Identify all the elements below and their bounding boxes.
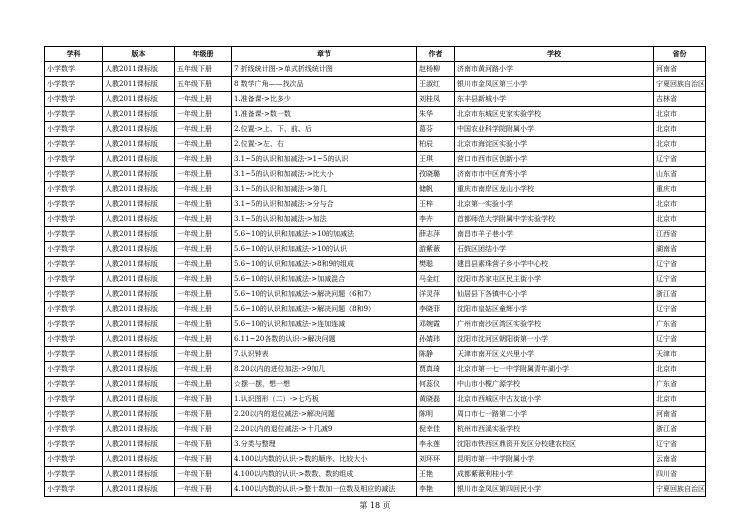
cell-school: 沈阳市皇姑区童辉小学 — [455, 302, 654, 317]
cell-school: 北京市海淀区实验小学 — [455, 137, 654, 152]
cell-edition: 人教2011课标版 — [103, 92, 175, 107]
cell-edition: 人教2011课标版 — [103, 182, 175, 197]
cell-province: 湖南省 — [654, 242, 706, 257]
table-row — [45, 182, 706, 197]
cell-edition: 人教2011课标版 — [103, 302, 175, 317]
table-row — [45, 107, 706, 122]
cell-edition: 人教2011课标版 — [103, 197, 175, 212]
cell-edition: 人教2011课标版 — [103, 212, 175, 227]
table-row — [45, 332, 706, 347]
cell-province: 宁夏回族自治区 — [654, 482, 706, 497]
cell-chapter: 2.20以内的退位减法->十几减9 — [232, 422, 417, 437]
cell-chapter: 3.1~5的认识和加减法->分与合 — [232, 197, 417, 212]
cell-subject: 小学数学 — [45, 212, 103, 227]
cell-chapter: 2.位置->上、下、前、后 — [232, 122, 417, 137]
cell-author: 储帆 — [417, 182, 455, 197]
cell-subject: 小学数学 — [45, 452, 103, 467]
header-chapter: 章节 — [232, 47, 417, 62]
table-row — [45, 482, 706, 497]
cell-school: 成都紫薇利桂小学 — [455, 467, 654, 482]
cell-author: 薛志萍 — [417, 227, 455, 242]
cell-school: 建昌县素珠营子乡小学中心校 — [455, 257, 654, 272]
cell-subject: 小学数学 — [45, 422, 103, 437]
cell-province: 辽宁省 — [654, 272, 706, 287]
cell-author: 倪幸佳 — [417, 422, 455, 437]
cell-author: 葛芬 — [417, 122, 455, 137]
cell-grade: 一年级上册 — [175, 122, 232, 137]
header-school: 学校 — [455, 47, 654, 62]
header-grade: 年级册 — [175, 47, 232, 62]
cell-chapter: 2.位置->左、右 — [232, 137, 417, 152]
table-row — [45, 212, 706, 227]
cell-subject: 小学数学 — [45, 257, 103, 272]
header-author: 作者 — [417, 47, 455, 62]
cell-school: 南昌市羊子巷小学 — [455, 227, 654, 242]
table-row — [45, 167, 706, 182]
cell-province: 江西省 — [654, 227, 706, 242]
cell-grade: 五年级下册 — [175, 62, 232, 77]
table-row — [45, 302, 706, 317]
table-row — [45, 347, 706, 362]
cell-edition: 人教2011课标版 — [103, 377, 175, 392]
cell-school: 北京市西城区中古友谊小学 — [455, 392, 654, 407]
cell-province: 北京市 — [654, 137, 706, 152]
cell-school: 营口市西市区创新小学 — [455, 152, 654, 167]
course-table — [44, 46, 706, 497]
cell-chapter: 4.100以内数的认识->整十数加一位数及相应的减法 — [232, 482, 417, 497]
cell-author: 王淑红 — [417, 77, 455, 92]
cell-chapter: 8 数学广角——找次品 — [232, 77, 417, 92]
cell-school: 重庆市南岸区龙山小学校 — [455, 182, 654, 197]
cell-chapter: 1.认识图形（二）->七巧板 — [232, 392, 417, 407]
cell-chapter: 3.1~5的认识和加减法->加法 — [232, 212, 417, 227]
cell-subject: 小学数学 — [45, 182, 103, 197]
cell-author: 王琪 — [417, 152, 455, 167]
table-row — [45, 422, 706, 437]
cell-chapter: 5.6~10的认识和加减法->连加连减 — [232, 317, 417, 332]
cell-subject: 小学数学 — [45, 77, 103, 92]
cell-school: 沈阳市沈河区朝阳街第一小学 — [455, 332, 654, 347]
cell-school: 济南市黄河路小学 — [455, 62, 654, 77]
cell-province: 吉林省 — [654, 92, 706, 107]
cell-author: 柏辰 — [417, 137, 455, 152]
table-row — [45, 137, 706, 152]
cell-subject: 小学数学 — [45, 92, 103, 107]
cell-grade: 一年级下册 — [175, 467, 232, 482]
cell-province: 辽宁省 — [654, 257, 706, 272]
cell-chapter: 5.6~10的认识和加减法->10的认识 — [232, 242, 417, 257]
cell-author: 邓婉霞 — [417, 317, 455, 332]
cell-grade: 一年级上册 — [175, 167, 232, 182]
table-row — [45, 242, 706, 257]
cell-school: 沈阳市铁西区鼎资开发区分校建农校区 — [455, 437, 654, 452]
cell-chapter: ☆摆一摆，想一想 — [232, 377, 417, 392]
table-row — [45, 92, 706, 107]
cell-subject: 小学数学 — [45, 407, 103, 422]
table-row — [45, 77, 706, 92]
cell-subject: 小学数学 — [45, 272, 103, 287]
cell-grade: 一年级上册 — [175, 182, 232, 197]
cell-author: 黄晓磊 — [417, 392, 455, 407]
cell-edition: 人教2011课标版 — [103, 347, 175, 362]
cell-grade: 一年级上册 — [175, 197, 232, 212]
cell-school: 中国农业科学院附属小学 — [455, 122, 654, 137]
cell-school: 中山市小榄广源学校 — [455, 377, 654, 392]
cell-author: 孙婧玮 — [417, 332, 455, 347]
cell-grade: 一年级上册 — [175, 362, 232, 377]
cell-province: 辽宁省 — [654, 437, 706, 452]
header-subject: 学科 — [45, 47, 103, 62]
cell-author: 陈静 — [417, 347, 455, 362]
cell-school: 沈阳市苏家屯区民主街小学 — [455, 272, 654, 287]
table-row — [45, 197, 706, 212]
table-row — [45, 362, 706, 377]
cell-edition: 人教2011课标版 — [103, 422, 175, 437]
cell-edition: 人教2011课标版 — [103, 392, 175, 407]
cell-chapter: 7.认识钟表 — [232, 347, 417, 362]
cell-school: 济南市市中区育秀小学 — [455, 167, 654, 182]
cell-chapter: 7 折线统计图->单式折线统计图 — [232, 62, 417, 77]
cell-province: 北京市 — [654, 197, 706, 212]
cell-province: 天津市 — [654, 347, 706, 362]
cell-grade: 一年级下册 — [175, 392, 232, 407]
cell-school: 东丰县新城小学 — [455, 92, 654, 107]
cell-author: 李晓菲 — [417, 302, 455, 317]
cell-edition: 人教2011课标版 — [103, 287, 175, 302]
cell-grade: 一年级上册 — [175, 107, 232, 122]
cell-school: 仙居县下各镇中心小学 — [455, 287, 654, 302]
cell-edition: 人教2011课标版 — [103, 362, 175, 377]
cell-edition: 人教2011课标版 — [103, 317, 175, 332]
cell-author: 王艳 — [417, 467, 455, 482]
table-row — [45, 407, 706, 422]
page-number: 第 18 页 — [359, 501, 391, 510]
cell-chapter: 4.100以内数的认识->数的顺序、比较大小 — [232, 452, 417, 467]
cell-chapter: 5.6~10的认识和加减法->8和9的组成 — [232, 257, 417, 272]
cell-chapter: 8.20以内的进位加法->9加几 — [232, 362, 417, 377]
cell-edition: 人教2011课标版 — [103, 62, 175, 77]
cell-grade: 一年级上册 — [175, 272, 232, 287]
cell-subject: 小学数学 — [45, 437, 103, 452]
cell-author: 刘桂凤 — [417, 92, 455, 107]
cell-province: 辽宁省 — [654, 302, 706, 317]
cell-grade: 一年级上册 — [175, 257, 232, 272]
cell-province: 北京市 — [654, 122, 706, 137]
cell-edition: 人教2011课标版 — [103, 257, 175, 272]
cell-grade: 一年级上册 — [175, 317, 232, 332]
cell-province: 重庆市 — [654, 182, 706, 197]
table-row — [45, 377, 706, 392]
cell-province: 广东省 — [654, 377, 706, 392]
cell-subject: 小学数学 — [45, 302, 103, 317]
cell-chapter: 3.1~5的认识和加减法->第几 — [232, 182, 417, 197]
cell-school: 昆明市第一中学附属小学 — [455, 452, 654, 467]
cell-subject: 小学数学 — [45, 167, 103, 182]
table-row — [45, 122, 706, 137]
cell-school: 广州市南沙区湾区实验学校 — [455, 317, 654, 332]
cell-subject: 小学数学 — [45, 317, 103, 332]
cell-grade: 一年级上册 — [175, 212, 232, 227]
cell-subject: 小学数学 — [45, 287, 103, 302]
cell-edition: 人教2011课标版 — [103, 482, 175, 497]
cell-author: 李艳 — [417, 482, 455, 497]
cell-chapter: 3.1~5的认识和加减法->1~5的认识 — [232, 152, 417, 167]
cell-school: 周口市七一路第二小学 — [455, 407, 654, 422]
cell-subject: 小学数学 — [45, 62, 103, 77]
cell-author: 陈明 — [417, 407, 455, 422]
cell-chapter: 5.6~10的认识和加减法->10的加减法 — [232, 227, 417, 242]
cell-province: 宁夏回族自治区 — [654, 77, 706, 92]
cell-edition: 人教2011课标版 — [103, 242, 175, 257]
cell-chapter: 5.6~10的认识和加减法->解决问题（8和9） — [232, 302, 417, 317]
cell-province: 北京市 — [654, 107, 706, 122]
cell-grade: 一年级上册 — [175, 92, 232, 107]
cell-subject: 小学数学 — [45, 332, 103, 347]
cell-subject: 小学数学 — [45, 377, 103, 392]
cell-subject: 小学数学 — [45, 482, 103, 497]
cell-grade: 一年级下册 — [175, 407, 232, 422]
cell-school: 天津市南开区义兴里小学 — [455, 347, 654, 362]
cell-province: 四川省 — [654, 467, 706, 482]
cell-subject: 小学数学 — [45, 122, 103, 137]
table-row — [45, 467, 706, 482]
cell-grade: 一年级下册 — [175, 437, 232, 452]
cell-province: 北京市 — [654, 212, 706, 227]
cell-grade: 一年级上册 — [175, 332, 232, 347]
cell-chapter: 4.100以内数的认识->数数、数的组成 — [232, 467, 417, 482]
cell-grade: 一年级上册 — [175, 377, 232, 392]
cell-subject: 小学数学 — [45, 107, 103, 122]
cell-edition: 人教2011课标版 — [103, 437, 175, 452]
cell-province: 北京市 — [654, 392, 706, 407]
cell-subject: 小学数学 — [45, 347, 103, 362]
table-row — [45, 287, 706, 302]
cell-edition: 人教2011课标版 — [103, 77, 175, 92]
cell-school: 首都师范大学附属中学实验学校 — [455, 212, 654, 227]
cell-edition: 人教2011课标版 — [103, 467, 175, 482]
cell-chapter: 1.准备课->数一数 — [232, 107, 417, 122]
cell-edition: 人教2011课标版 — [103, 137, 175, 152]
cell-province: 辽宁省 — [654, 332, 706, 347]
table-header-row — [45, 47, 706, 62]
cell-school: 北京市东城区史家实验学校 — [455, 107, 654, 122]
cell-author: 刘环环 — [417, 452, 455, 467]
cell-chapter: 6.11~20各数的认识->解决问题 — [232, 332, 417, 347]
cell-edition: 人教2011课标版 — [103, 167, 175, 182]
cell-grade: 五年级下册 — [175, 77, 232, 92]
cell-grade: 一年级上册 — [175, 302, 232, 317]
cell-edition: 人教2011课标版 — [103, 122, 175, 137]
cell-province: 浙江省 — [654, 422, 706, 437]
table-row — [45, 437, 706, 452]
cell-province: 河南省 — [654, 62, 706, 77]
cell-author: 孜晓璐 — [417, 167, 455, 182]
cell-author: 朱华 — [417, 107, 455, 122]
cell-subject: 小学数学 — [45, 242, 103, 257]
cell-chapter: 3.分类与整理 — [232, 437, 417, 452]
cell-chapter: 5.6~10的认识和加减法->加减混合 — [232, 272, 417, 287]
table-row — [45, 392, 706, 407]
header-edition: 版本 — [103, 47, 175, 62]
cell-chapter: 5.6~10的认识和加减法->解决问题（6和7） — [232, 287, 417, 302]
cell-grade: 一年级上册 — [175, 287, 232, 302]
cell-author: 李永莲 — [417, 437, 455, 452]
table-row — [45, 152, 706, 167]
cell-subject: 小学数学 — [45, 467, 103, 482]
cell-author: 樊聪 — [417, 257, 455, 272]
header-province: 省份 — [654, 47, 706, 62]
cell-grade: 一年级下册 — [175, 482, 232, 497]
cell-grade: 一年级上册 — [175, 347, 232, 362]
table-row — [45, 452, 706, 467]
cell-author: 洋灵萍 — [417, 287, 455, 302]
cell-edition: 人教2011课标版 — [103, 452, 175, 467]
cell-subject: 小学数学 — [45, 197, 103, 212]
cell-province: 山东省 — [654, 167, 706, 182]
cell-author: 王梓 — [417, 197, 455, 212]
table-row — [45, 317, 706, 332]
cell-school: 银川市金凤区第三小学 — [455, 77, 654, 92]
cell-school: 杭州市西溪实验学校 — [455, 422, 654, 437]
cell-edition: 人教2011课标版 — [103, 107, 175, 122]
cell-grade: 一年级上册 — [175, 137, 232, 152]
cell-subject: 小学数学 — [45, 362, 103, 377]
cell-school: 银川市金凤区第四回民小学 — [455, 482, 654, 497]
cell-chapter: 1.准备课->比多少 — [232, 92, 417, 107]
cell-province: 浙江省 — [654, 287, 706, 302]
cell-edition: 人教2011课标版 — [103, 152, 175, 167]
cell-edition: 人教2011课标版 — [103, 272, 175, 287]
cell-school: 北京第一实验小学 — [455, 197, 654, 212]
cell-author: 贾真琦 — [417, 362, 455, 377]
table-row — [45, 272, 706, 287]
cell-grade: 一年级上册 — [175, 152, 232, 167]
cell-grade: 一年级下册 — [175, 452, 232, 467]
cell-province: 辽宁省 — [654, 152, 706, 167]
table-row — [45, 227, 706, 242]
cell-school: 北京市第一七一中学附属青年湖小学 — [455, 362, 654, 377]
cell-author: 马金红 — [417, 272, 455, 287]
cell-author: 游紫薇 — [417, 242, 455, 257]
cell-subject: 小学数学 — [45, 227, 103, 242]
cell-school: 石鼓区团结小学 — [455, 242, 654, 257]
cell-edition: 人教2011课标版 — [103, 332, 175, 347]
cell-author: 赵杨柳 — [417, 62, 455, 77]
cell-grade: 一年级上册 — [175, 242, 232, 257]
cell-chapter: 3.1~5的认识和加减法->比大小 — [232, 167, 417, 182]
cell-grade: 一年级上册 — [175, 227, 232, 242]
cell-subject: 小学数学 — [45, 392, 103, 407]
table-row — [45, 62, 706, 77]
cell-chapter: 2.20以内的退位减法->解决问题 — [232, 407, 417, 422]
cell-province: 云南省 — [654, 452, 706, 467]
cell-subject: 小学数学 — [45, 152, 103, 167]
cell-province: 广东省 — [654, 317, 706, 332]
cell-edition: 人教2011课标版 — [103, 407, 175, 422]
cell-author: 何蕊仪 — [417, 377, 455, 392]
cell-subject: 小学数学 — [45, 137, 103, 152]
cell-province: 河南省 — [654, 407, 706, 422]
cell-province: 北京市 — [654, 362, 706, 377]
cell-edition: 人教2011课标版 — [103, 227, 175, 242]
table-row — [45, 257, 706, 272]
cell-grade: 一年级下册 — [175, 422, 232, 437]
cell-author: 李卉 — [417, 212, 455, 227]
